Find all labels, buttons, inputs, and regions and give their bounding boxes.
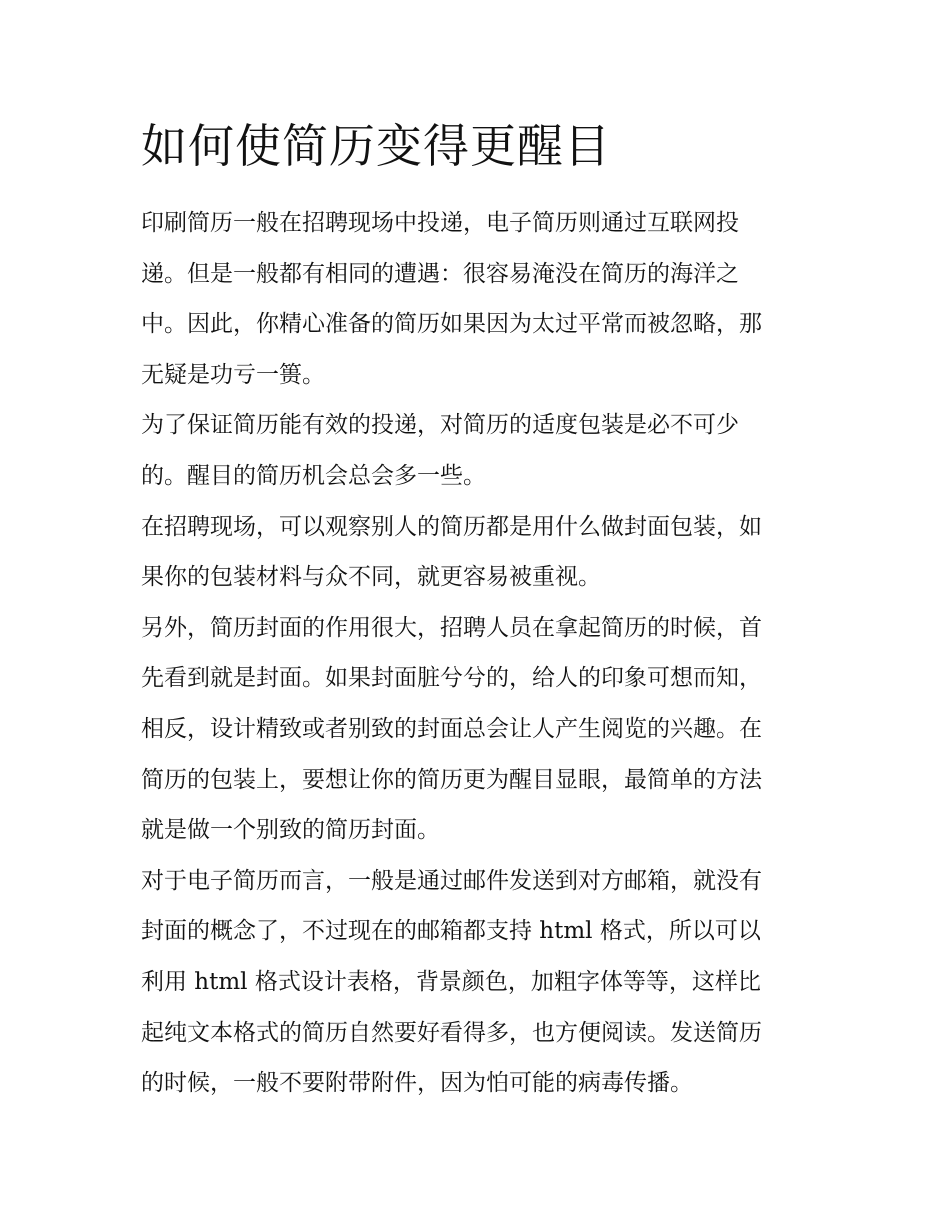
- body-line: 先看到就是封面。如果封面脏兮兮的，给人的印象可想而知，: [141, 665, 762, 692]
- body-line: 为了保证简历能有效的投递，对简历的适度包装是必不可少: [141, 412, 739, 439]
- body-line: 的时候，一般不要附带附件，因为怕可能的病毒传播。: [141, 1070, 693, 1097]
- body-line: 利用 html 格式设计表格，背景颜色，加粗字体等等，这样比: [141, 968, 761, 995]
- body-line: 果你的包装材料与众不同，就更容易被重视。: [141, 564, 601, 591]
- body-line: 无疑是功亏一篑。: [141, 361, 325, 388]
- body-line: 简历的包装上，要想让你的简历更为醒目显眼，最简单的方法: [141, 766, 762, 793]
- body-line: 相反，设计精致或者别致的封面总会让人产生阅览的兴趣。在: [141, 715, 762, 742]
- body-line: 起纯文本格式的简历自然要好看得多，也方便阅读。发送简历: [141, 1019, 762, 1046]
- document-title: 如何使简历变得更醒目: [141, 119, 611, 173]
- body-line: 对于电子简历而言，一般是通过邮件发送到对方邮箱，就没有: [141, 867, 762, 894]
- document-body: [141, 198, 821, 1109]
- body-line: 封面的概念了，不过现在的邮箱都支持 html 格式，所以可以: [141, 918, 761, 945]
- body-line: 中。因此，你精心准备的简历如果因为太过平常而被忽略，那: [141, 311, 762, 338]
- body-line: 就是做一个别致的简历封面。: [141, 817, 440, 844]
- body-line: 另外，简历封面的作用很大，招聘人员在拿起简历的时候，首: [141, 614, 762, 641]
- body-line: 印刷简历一般在招聘现场中投递，电子简历则通过互联网投: [141, 210, 739, 236]
- body-line: 的。醒目的简历机会总会多一些。: [141, 462, 486, 489]
- body-line: 递。但是一般都有相同的遭遇：很容易淹没在简历的海洋之: [141, 260, 739, 287]
- body-line: 在招聘现场，可以观察别人的简历都是用什么做封面包装，如: [141, 513, 762, 540]
